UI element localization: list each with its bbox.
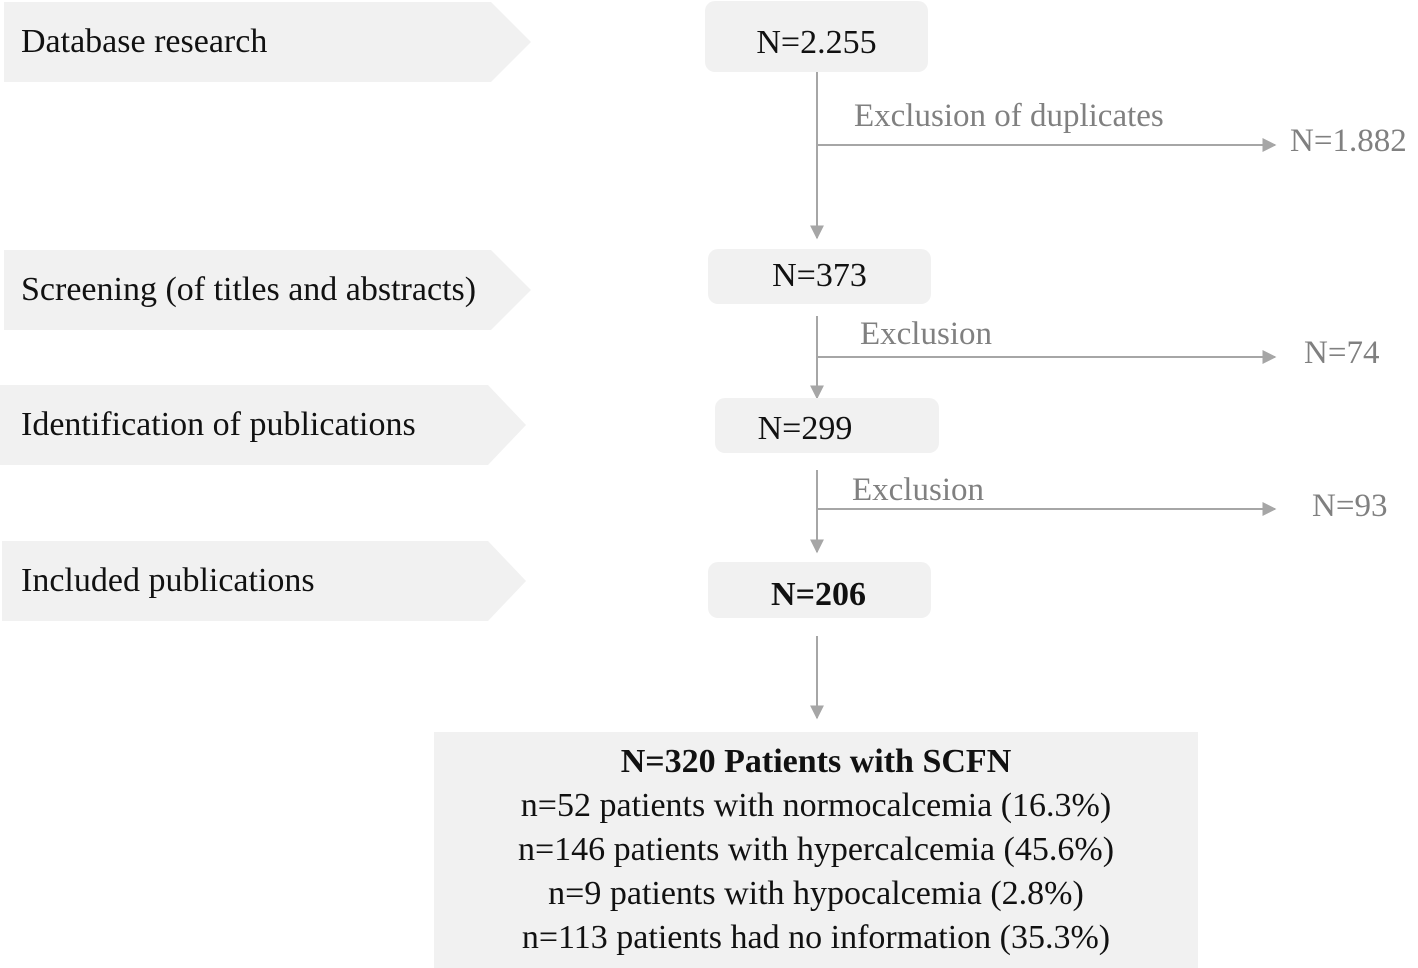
exclusion-count-screening: N=74: [1304, 335, 1380, 371]
stage-screening: [0, 250, 531, 330]
stage-included-publications: [0, 541, 526, 621]
count-box-included: N=206: [708, 562, 931, 618]
count-box-identification: N=299: [715, 398, 939, 453]
count-box-screening: N=373: [708, 249, 931, 304]
result-line-no-information: n=113 patients had no information (35.3%): [521, 919, 1111, 956]
result-line-hypercalcemia: n=146 patients with hypercalcemia (45.6%): [517, 831, 1115, 868]
stage-label-text: Screening (of titles and abstracts): [21, 271, 477, 308]
stage-identification: [0, 385, 526, 465]
count-box-database: N=2.255: [705, 1, 928, 72]
stage-database-research: [0, 2, 531, 82]
stage-label-text: Database research: [21, 23, 268, 60]
result-box: [434, 732, 1198, 968]
exclusion-count-duplicates: N=1.882: [1290, 123, 1407, 159]
exclusion-count-identification: N=93: [1312, 488, 1388, 524]
stage-label-text: Included publications: [21, 562, 315, 599]
exclusion-label-identification: Exclusion: [852, 472, 984, 508]
result-headline: N=320 Patients with SCFN: [620, 743, 1012, 780]
exclusion-label-duplicates: Exclusion of duplicates: [854, 98, 1164, 134]
result-line-hypocalcemia: n=9 patients with hypocalcemia (2.8%): [548, 875, 1084, 912]
result-line-normocalcemia: n=52 patients with normocalcemia (16.3%): [520, 787, 1112, 824]
stage-label-text: Identification of publications: [21, 406, 416, 443]
exclusion-label-screening: Exclusion: [860, 316, 992, 352]
